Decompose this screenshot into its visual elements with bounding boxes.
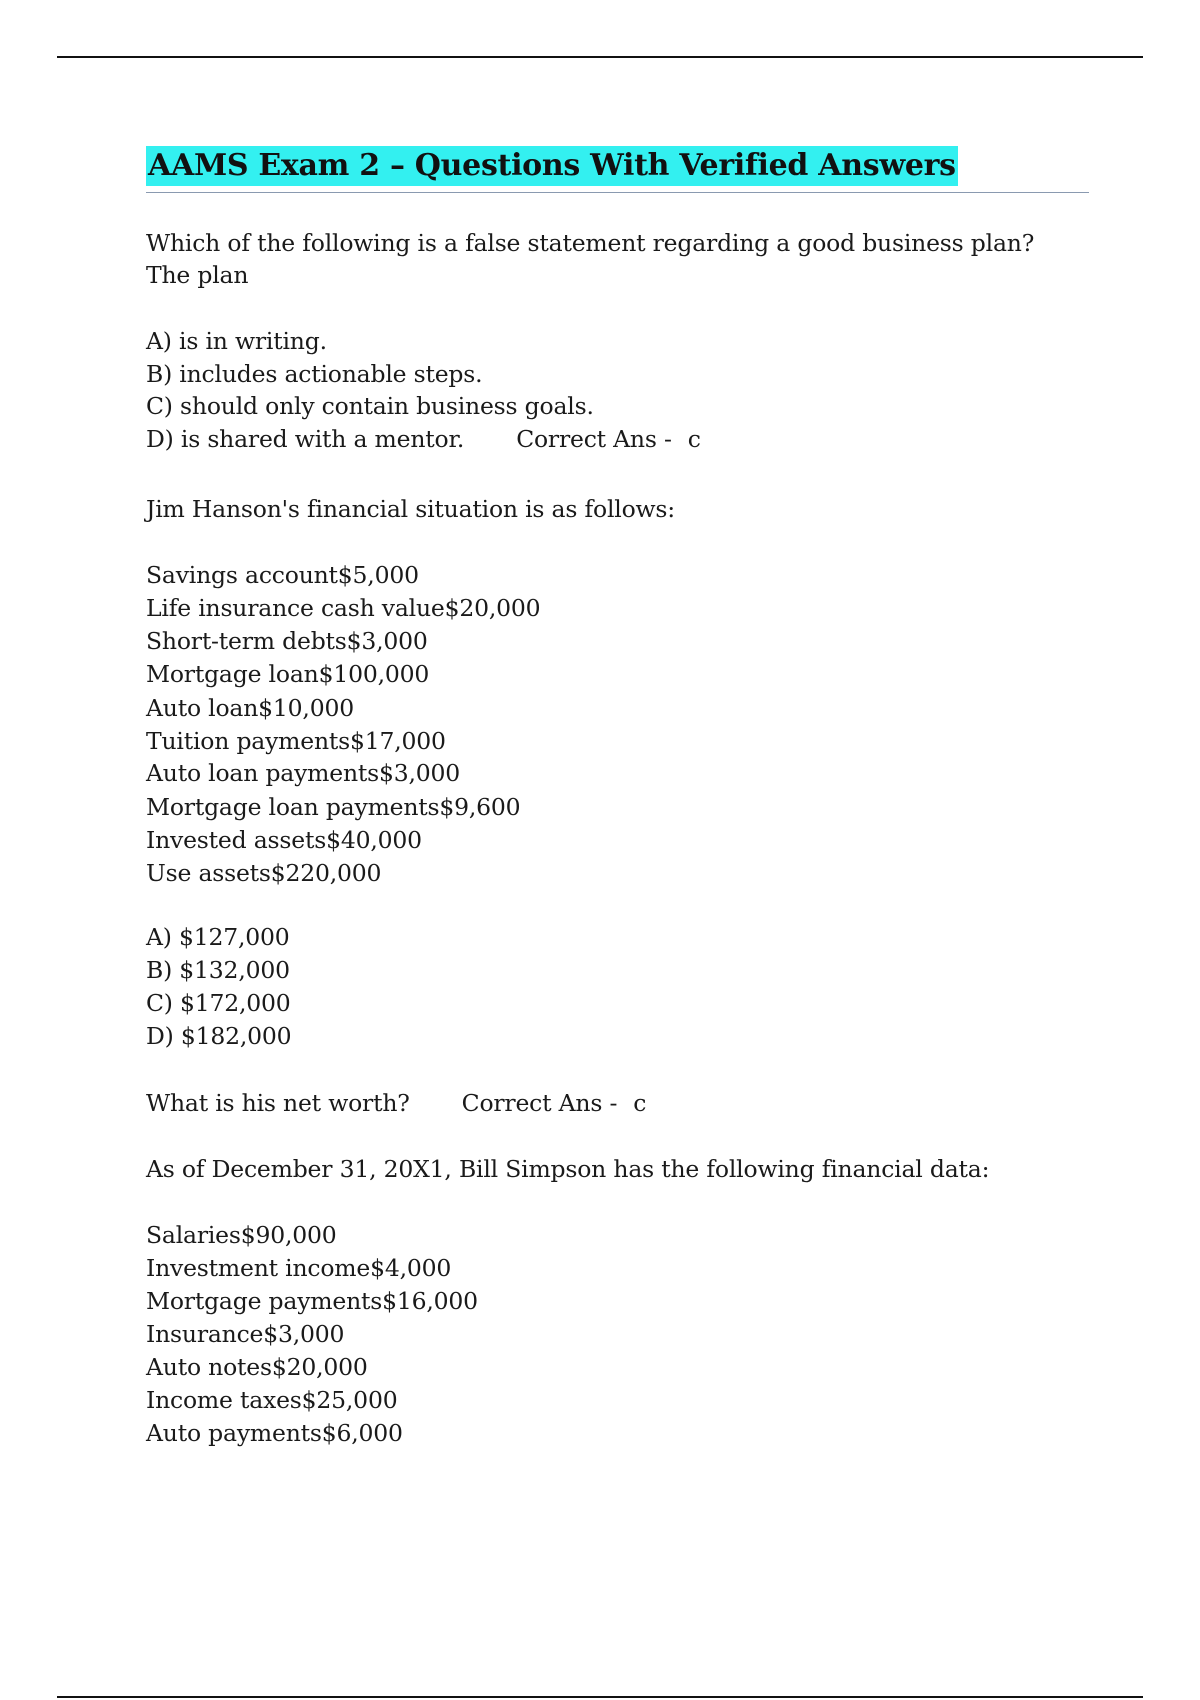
- q1-option-d: D) is shared with a mentor.: [146, 425, 465, 453]
- q3-item: Insurance$3,000: [146, 1320, 345, 1348]
- q2-answer-label: Correct Ans -: [461, 1089, 618, 1117]
- q1-answer-label: Correct Ans -: [516, 425, 672, 453]
- q2-item: Mortgage loan payments$9,600: [146, 793, 521, 821]
- q1-stem-line-1: Which of the following is a false statement regarding a good business plan?: [146, 229, 1035, 257]
- q2-item: Mortgage loan$100,000: [146, 660, 430, 688]
- q1-answer-value: c: [687, 425, 701, 453]
- q2-item: Invested assets$40,000: [146, 826, 422, 854]
- q2-option-d: D) $182,000: [146, 1022, 292, 1050]
- q2-item: Life insurance cash value$20,000: [146, 594, 541, 622]
- q3-item: Mortgage payments$16,000: [146, 1287, 478, 1315]
- q2-item: Auto loan payments$3,000: [146, 759, 461, 787]
- q3-item: Investment income$4,000: [146, 1254, 452, 1282]
- q3-item: Auto payments$6,000: [146, 1419, 403, 1447]
- q2-option-a: A) $127,000: [146, 923, 290, 951]
- q1-stem-line-2: The plan: [146, 261, 249, 289]
- q2-option-b: B) $132,000: [146, 956, 290, 984]
- q3-item: Auto notes$20,000: [146, 1353, 368, 1381]
- q2-question-row: [146, 1088, 646, 1118]
- q2-item: Use assets$220,000: [146, 859, 382, 887]
- q2-question: What is his net worth?: [146, 1089, 410, 1117]
- q2-item: Auto loan$10,000: [146, 694, 354, 722]
- q3-intro: As of December 31, 20X1, Bill Simpson has the following financial data:: [146, 1155, 990, 1183]
- q2-item: Tuition payments$17,000: [146, 727, 446, 755]
- q2-item: Short-term debts$3,000: [146, 627, 428, 655]
- q1-option-b: B) includes actionable steps.: [146, 360, 483, 388]
- page-bottom-rule: [57, 1696, 1143, 1698]
- title-block: [146, 146, 1089, 193]
- q2-intro: Jim Hanson's financial situation is as follows:: [146, 495, 676, 523]
- q3-item: Salaries$90,000: [146, 1221, 337, 1249]
- q2-answer-value: c: [633, 1089, 647, 1117]
- q1-option-c: C) should only contain business goals.: [146, 392, 594, 420]
- q1-option-d-row: [146, 424, 701, 454]
- q3-item: Income taxes$25,000: [146, 1386, 398, 1414]
- q1-option-a: A) is in writing.: [146, 327, 327, 355]
- document-title: AAMS Exam 2 – Questions With Verified Answers: [146, 146, 958, 186]
- q2-item: Savings account$5,000: [146, 561, 419, 589]
- q2-option-c: C) $172,000: [146, 989, 291, 1017]
- page-top-rule: [57, 56, 1143, 58]
